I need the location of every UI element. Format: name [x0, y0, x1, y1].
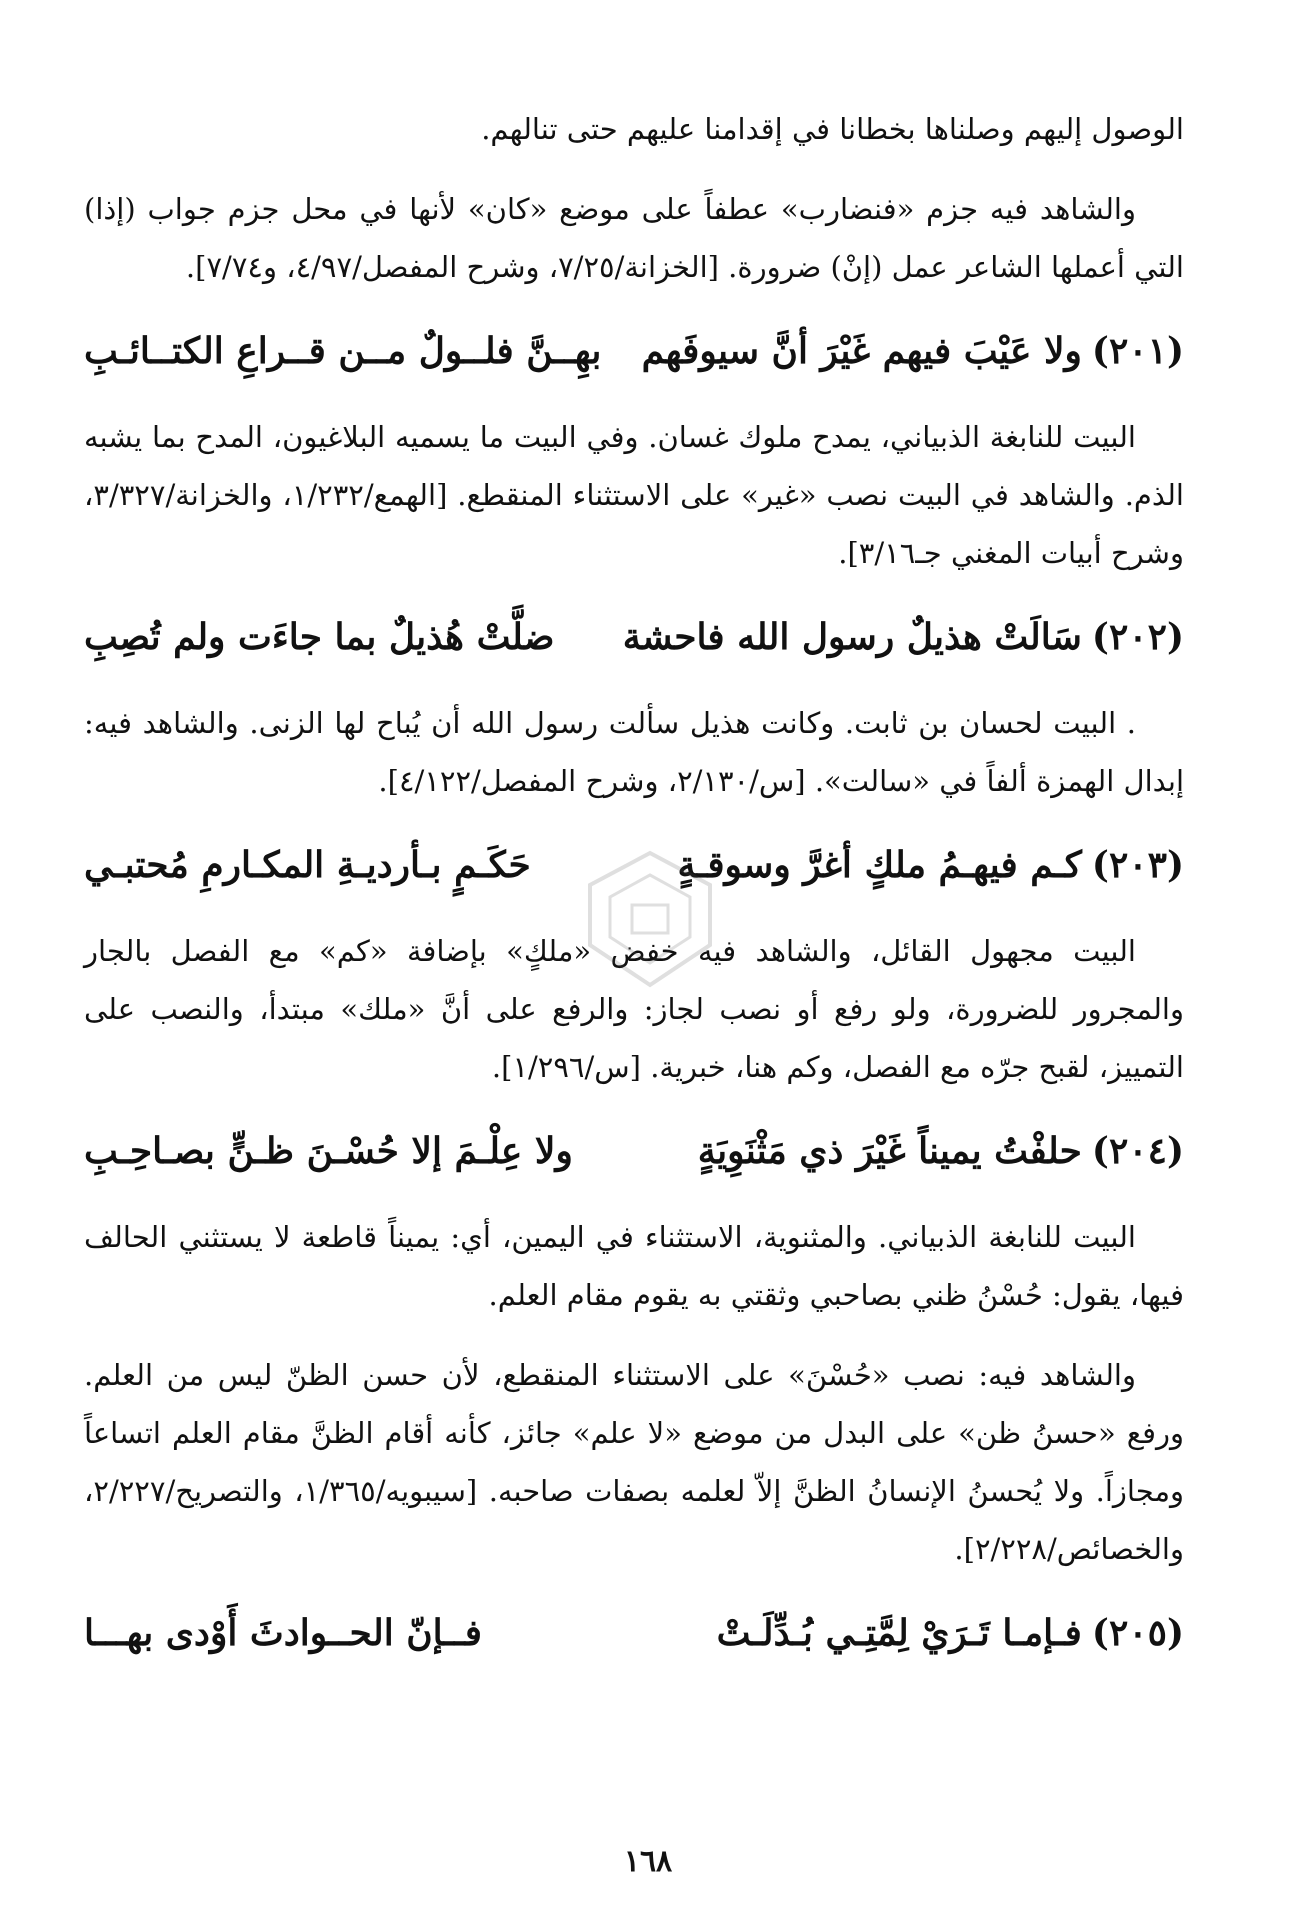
verse-second-hemistich: ضلَّتْ هُذيلٌ بما جاءَت ولم تُصِبِ: [84, 616, 555, 658]
commentary: . البيت لحسان بن ثابت. وكانت هذيل سألت رسول الله أن يُباح لها الزنى. والشاهد فيه: إبدال الهمزة ألفاً في «سالت». [س/٢/١٣٠، وشرح المفصل/٤/١٢٢].: [84, 706, 1184, 798]
commentary: البيت للنابغة الذبياني، يمدح ملوك غسان. وفي البيت ما يسميه البلاغيون، المدح بما يشبه الذم. والشاهد في البيت نصب «غير» على الاستثناء المنقطع. [الهمع/١/٢٣٢، والخزانة/٣/٣٢٧، وشرح أبيات المغني جـ٣/١٦].: [84, 420, 1184, 570]
verse-first-hemistich: (٢٠٢)سَالَتْ هذيلٌ رسول الله فاحشة: [622, 616, 1184, 658]
verse-second-hemistich: ولا عِلْـمَ إلا حُسْـنَ ظـنٍّ بصـاحِـبِ: [84, 1130, 573, 1172]
verse-number: (٢٠١): [1091, 330, 1184, 372]
verse-second-hemistich: بهِــنَّ فلــولٌ مــن قــراعِ الكتــائـبِ: [84, 330, 602, 372]
verse-number: (٢٠٥): [1091, 1612, 1184, 1654]
verse-first-hemistich: (٢٠٣)كـم فيهـمُ ملكٍ أغرَّ وسوقـةٍ: [677, 844, 1184, 886]
verse-first-hemistich: (٢٠١)ولا عَيْبَ فيهم غَيْرَ أنَّ سيوفَهم: [641, 330, 1184, 372]
verse-204: [84, 1118, 1184, 1184]
verse-number: (٢٠٢): [1091, 616, 1184, 658]
verse-205: [84, 1600, 1184, 1666]
paragraph: الوصول إليهم وصلناها بخطانا في إقدامنا عليهم حتى تنالهم.: [481, 112, 1184, 146]
verse-second-hemistich: حَكَـمٍ بـأرديـةِ المكـارمِ مُحتبـي: [84, 844, 531, 886]
commentary: البيت للنابغة الذبياني. والمثنوية، الاستثناء في اليمين، أي: يميناً قاطعة لا يستثني الحالف فيها، يقول: حُسْنُ ظني بصاحبي وثقتي به يقوم مقام العلم.: [84, 1220, 1184, 1312]
verse-first-hemistich: (٢٠٤)حلفْتُ يميناً غَيْرَ ذي مَثْنَوِيَةٍ: [697, 1130, 1184, 1172]
verse-201: [84, 318, 1184, 384]
page-number: ١٦٨: [623, 1844, 673, 1879]
verse-number: (٢٠٤): [1091, 1130, 1184, 1172]
verse-second-hemistich: فــإنّ الحــوادثَ أَوْدى بهـــا: [84, 1612, 482, 1654]
commentary: والشاهد فيه: نصب «حُسْنَ» على الاستثناء المنقطع، لأن حسن الظنّ ليس من العلم. ورفع «حسنُ ظن» على البدل من موضع «لا علم» جائز، كأنه أقام الظنَّ مقام العلم اتساعاً ومجازاً. ولا يُحسنُ الإنسانُ الظنَّ إلاّ لعلمه بصفات صاحبه. [سيبويه/١/٣٦٥، والتصريح/٢/٢٢٧، والخصائص/٢/٢٢٨].: [84, 1358, 1184, 1566]
verse-first-hemistich: (٢٠٥)فـإمـا تَـرَيْ لِمَّتِـي بُـدِّلَـتْ: [716, 1612, 1184, 1654]
verse-number: (٢٠٣): [1091, 844, 1184, 886]
commentary: البيت مجهول القائل، والشاهد فيه خفض «ملكٍ» بإضافة «كم» مع الفصل بالجار والمجرور للضرورة، ولو رفع أو نصب لجاز: والرفع على أنَّ «ملك» مبتدأ، والنصب على التمييز، لقبح جرّه مع الفصل، وكم هنا، خبرية. [س/١/٢٩٦].: [84, 934, 1184, 1084]
verse-202: [84, 604, 1184, 670]
paragraph: والشاهد فيه جزم «فنضارب» عطفاً على موضع «كان» لأنها في محل جزم جواب (إذا) التي أعملها الشاعر عمل (إنْ) ضرورة. [الخزانة/٧/٢٥، وشرح المفصل/٤/٩٧، و٧/٧٤].: [84, 192, 1184, 284]
verse-203: [84, 832, 1184, 898]
page-content: [84, 100, 1184, 1690]
